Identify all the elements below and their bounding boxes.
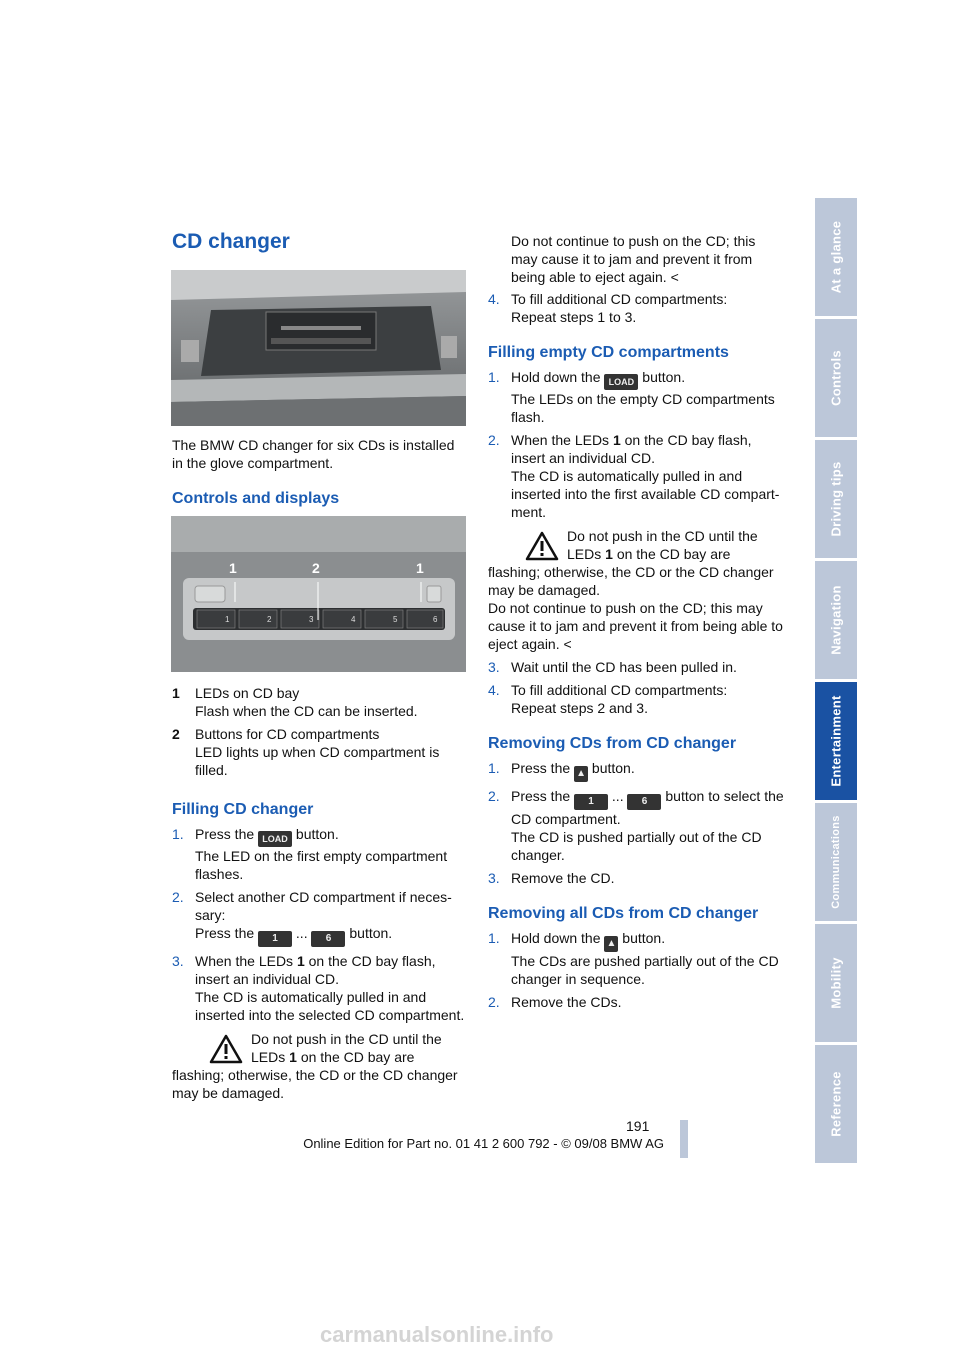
- legend-item-1: 1 LEDs on CD bay Flash when the CD can be inserted.: [172, 685, 418, 719]
- left-column: [172, 684, 468, 1107]
- legend-item-2: 2 Buttons for CD compartments LED lights up when CD compartment is filled.: [172, 726, 440, 778]
- load-button-icon: LOAD: [604, 374, 638, 390]
- controls-heading: Controls and displays: [172, 490, 340, 507]
- page-title: CD changer: [172, 230, 290, 253]
- filling-empty-step-4: 4. To fill additional CD compartments: Repeat steps 2 and 3.: [488, 682, 728, 716]
- tab-communications[interactable]: Communications: [815, 803, 857, 921]
- callout-1-right: 1: [416, 560, 424, 576]
- callout-2: 2: [312, 560, 320, 576]
- removing-step-1: 1. Press the ▲ button.: [488, 759, 784, 782]
- removing-heading: Removing CDs from CD changer: [488, 735, 737, 752]
- filling-step-2: 2. Select another CD compartment if neces-sary: Press the 1 ... 6 button.: [172, 888, 468, 947]
- button-6-icon: 6: [311, 931, 345, 947]
- button-1-icon: 1: [258, 931, 292, 947]
- filling-empty-step-1: 1. Hold down the LOAD button. The LEDs on the empty CD compartments flash.: [488, 369, 775, 425]
- end-mark-icon: <: [670, 269, 679, 285]
- button-1-icon: 1: [574, 794, 608, 810]
- filling-empty-heading: Filling empty CD compartments: [488, 344, 729, 361]
- svg-text:2: 2: [267, 615, 272, 624]
- svg-text:3: 3: [309, 615, 314, 624]
- footer-edition: Online Edition for Part no. 01 41 2 600 792 - © 09/08 BMW AG: [303, 1136, 664, 1151]
- watermark: carmanualsonline.info: [320, 1322, 554, 1347]
- callout-1-left: 1: [229, 560, 237, 576]
- load-button-icon: LOAD: [258, 831, 292, 847]
- end-mark-icon: <: [563, 636, 572, 652]
- filling-empty-step-2: 2. When the LEDs 1 on the CD bay flash, insert an individual CD. The CD is automatically pulled in and inserted into the first available CD compart-ment. Do not push in the CD until the LEDs 1 on the CD bay are flashing; otherwise, the CD or the CD changer may be damaged. Do not continue to push on the CD; this may cause it to jam and prevent it from being able to eject again. <: [488, 432, 783, 652]
- filling-empty-warning: Do not push in the CD until the LEDs 1 on the CD bay are flashing; otherwise, the CD or the CD changer may be damaged. Do not continue to push on the CD; this may cause it to jam and prevent it from being able to eject again. <: [488, 528, 783, 652]
- filling-heading: Filling CD changer: [172, 801, 314, 818]
- chapter-tabs: [815, 198, 857, 1166]
- svg-text:5: 5: [393, 615, 398, 624]
- removing-all-step-2: 2. Remove the CDs.: [488, 994, 622, 1010]
- tab-reference[interactable]: Reference: [815, 1045, 857, 1163]
- svg-text:1: 1: [225, 615, 230, 624]
- removing-all-step-1: 1. Hold down the ▲ button. The CDs are pushed partially out of the CD changer in sequence.: [488, 930, 779, 987]
- filling-empty-step-3: 3. Wait until the CD has been pulled in.: [488, 659, 737, 675]
- removing-step-2: 2. Press the 1 ... 6 button to select the CD compartment. The CD is pushed partially out of the CD changer.: [488, 788, 784, 863]
- filling-warning: Do not push in the CD until the LEDs 1 on the CD bay are flashing; otherwise, the CD or the CD changer may be damaged.: [172, 1031, 458, 1101]
- tab-at-a-glance[interactable]: At a glance: [815, 198, 857, 316]
- page-number: 191: [626, 1118, 650, 1134]
- warning-icon: [209, 1034, 243, 1064]
- glovebox-photo: [171, 270, 466, 426]
- tab-mobility[interactable]: Mobility: [815, 924, 857, 1042]
- filling-step-1: 1. Press the LOAD button. The LED on the first empty compartment flashes.: [172, 826, 448, 882]
- filling-step-4: 4. To fill additional CD compartments: Repeat steps 1 to 3.: [488, 291, 728, 325]
- footer-rule: [680, 1120, 688, 1158]
- tab-controls[interactable]: Controls: [815, 319, 857, 437]
- eject-button-icon: ▲: [604, 936, 618, 952]
- intro-text: The BMW CD changer for six CDs is installed in the glove compartment.: [172, 437, 455, 471]
- controls-photo: [171, 516, 466, 672]
- button-6-icon: 6: [627, 794, 661, 810]
- warning-icon: [525, 531, 559, 561]
- svg-text:6: 6: [433, 615, 438, 624]
- tab-entertainment[interactable]: Entertainment: [815, 682, 857, 800]
- right-column: Do not continue to push on the CD; this may cause it to jam and prevent it from being able to eject again. < 4. To fill additional CD compartments: Repeat steps 1 to 3. Filling empty CD compartments 1. Hold down the LOAD button. The LEDs on the empty CD compartments flash. 2. When the LEDs 1 on the CD bay flash, insert an individual CD. The CD is automatically pulled in and inserted into the first available CD compart-ment. Do not push in the CD until the LEDs 1 on the CD bay are flashing; otherwise, the CD or the CD changer may be damaged. Do not continue to push on the CD; this may cause it to jam and prevent it from being able to eject again. < 3. Wait until the CD has been pulled in. 4. To fill additional CD compartments: Repeat steps 2 and 3. Removing CDs from CD changer 1. Press the ▲ button. 2. Press the 1 ... 6 button to select the CD compartment. The CD is pushed partially out of the CD changer. 3. Remove the CD. Removing all CDs from CD changer 1. Hold down the ▲ button. The CDs are pushed partially out of the CD changer in sequence. 2. Remove the CDs.: [488, 233, 784, 1010]
- svg-text:4: 4: [351, 615, 356, 624]
- removing-all-heading: Removing all CDs from CD changer: [488, 905, 759, 922]
- tab-navigation[interactable]: Navigation: [815, 561, 857, 679]
- eject-button-icon: ▲: [574, 766, 588, 782]
- tab-driving-tips[interactable]: Driving tips: [815, 440, 857, 558]
- filling-step-3: 3. When the LEDs 1 on the CD bay flash, insert an individual CD. The CD is automatically pulled in and inserted into the selected CD compartment. Do not push in the CD until the LEDs 1 on the CD bay are flashing; otherwise, the CD or the CD changer may be damaged.: [172, 952, 468, 1102]
- removing-step-3: 3. Remove the CD.: [488, 870, 615, 886]
